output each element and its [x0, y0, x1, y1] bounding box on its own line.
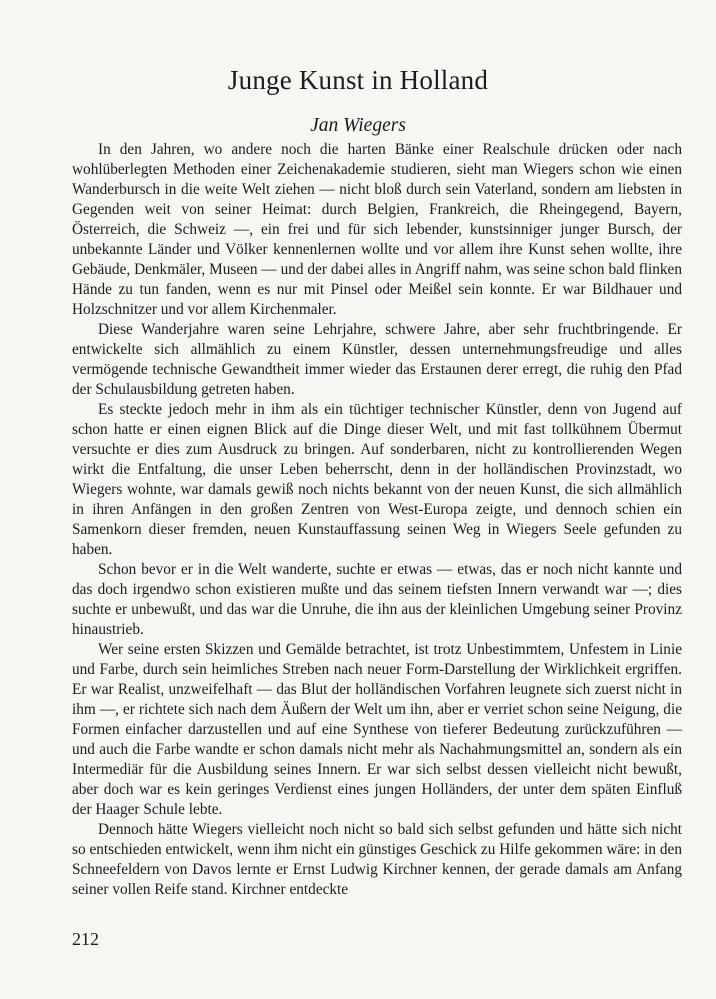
article-author: Jan Wiegers [310, 115, 406, 136]
paragraph: Schon bevor er in die Welt wanderte, suchte er etwas — etwas, das er noch nicht kannte und das doch irgendwo schon existieren mußte und das seinem tiefsten Innern verwandt war —; dies suchte er unbewußt, und das war die Unruhe, die ihn aus der kleinlichen Umgebung seiner Provinz hinaustrieb. [72, 561, 682, 638]
paragraph: Diese Wanderjahre waren seine Lehrjahre, schwere Jahre, aber sehr fruchtbringende. Er entwickelte sich allmählich zu einem Künstler, dessen unternehmungsfreudige und alles vermögende technische Gewandtheit immer wieder das Erstaunen derer erregt, die ruhig den Pfad der Schulausbildung getreten haben. [72, 321, 682, 398]
article-body [72, 140, 682, 900]
paragraph: Dennoch hätte Wiegers vielleicht noch nicht so bald sich selbst gefunden und hätte sich nicht so entschieden entwickelt, wenn ihm nicht ein günstiges Geschick zu Hilfe gekommen wäre: in den Schneefeldern von Davos lernte er Ernst Ludwig Kirchner kennen, der gerade damals am Anfang seiner vollen Reife stand. Kirchner entdeckte [72, 821, 682, 898]
page-number: 212 [72, 929, 99, 949]
paragraph: Es steckte jedoch mehr in ihm als ein tüchtiger technischer Künstler, denn von Jugend auf schon hatte er einen eignen Blick auf die Dinge dieser Welt, und mit fast tollkühnem Übermut versuchte er dies zum Ausdruck zu bringen. Auf sonderbaren, nicht zu kontrollierenden Wegen wirkt die Entfaltung, die unser Leben beherrscht, denn in der holländischen Provinzstadt, wo Wiegers wohnte, war damals gewiß noch nichts bekannt von der neuen Kunst, die sich allmählich in ihren Anfängen in den großen Zentren von West-Europa zeigte, und dennoch schien ein Samenkorn dieser fremden, neuen Kunstauffassung seinen Weg in Wiegers Seele gefunden zu haben. [72, 401, 682, 558]
paragraph: Wer seine ersten Skizzen und Gemälde betrachtet, ist trotz Unbestimmtem, Unfestem in Linie und Farbe, durch sein heimliches Streben nach neuer Form-Darstellung der Wirklichkeit ergriffen. Er war Realist, unzweifelhaft — das Blut der holländischen Vorfahren leugnete sich zuerst nicht in ihm —, er richtete sich nach dem Äußern der Welt um ihn, aber er verriet schon seine Neigung, die Formen einfacher darzustellen und auf eine Synthese von tieferer Bedeutung zurückzuführen — und auch die Farbe wandte er schon damals nicht mehr als Nachahmungsmittel an, sondern als ein Intermediär für die Ausbildung seines Innern. Er war sich selbst dessen vielleicht nicht bewußt, aber doch war es kein geringes Verdienst eines jungen Holländers, der unter dem späten Einfluß der Haager Schule lebte. [72, 641, 682, 818]
article-title: Junge Kunst in Holland [227, 65, 489, 95]
paragraph: In den Jahren, wo andere noch die harten Bänke einer Realschule drücken oder nach wohlüberlegten Methoden einer Zeichenakademie studieren, sieht man Wiegers schon wie einen Wanderbursch in die weite Welt ziehen — nicht bloß durch sein Vaterland, sondern am liebsten in Gegenden weit von seiner Heimat: durch Belgien, Frankreich, die Rheingegend, Bayern, Österreich, die Schweiz —, ein frei und für sich lebender, kunstsinniger junger Bursch, der unbekannte Länder und Völker kennenlernen wollte und vor allem ihre Kunst sehen wollte, ihre Gebäude, Denkmäler, Museen — und der dabei alles in Angriff nahm, was seine schon bald flinken Hände zu tun fanden, wenn es nur mit Pinsel oder Meißel sein konnte. Er war Bildhauer und Holzschnitzer und vor allem Kirchenmaler. [72, 141, 682, 318]
